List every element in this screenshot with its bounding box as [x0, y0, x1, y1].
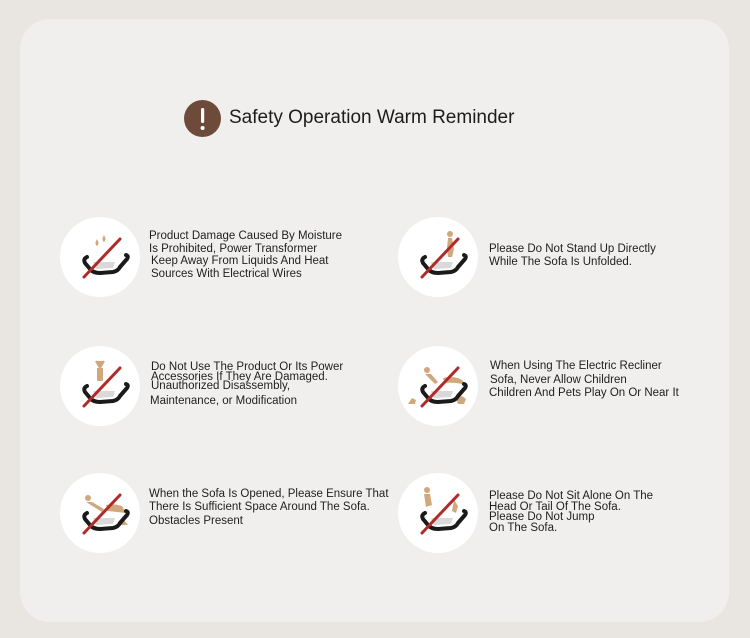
item-text-line: Head Or Tail Of The Sofa. [489, 500, 621, 513]
no-repair-sofa-icon [60, 346, 140, 426]
item-text-line: Do Not Use The Product Or Its Power [151, 361, 344, 373]
item-text-line: While The Sofa Is Unfolded. [489, 255, 632, 268]
item-text-line: Please Do Not Stand Up Directly [489, 243, 656, 255]
item-text-line: Please Do Not Sit Alone On The [489, 490, 654, 502]
item-text-line: On The Sofa. [489, 521, 558, 534]
item-text-line: There Is Sufficient Space Around The Sofa. [149, 500, 370, 513]
item-text-line: Product Damage Caused By Moisture [149, 230, 343, 242]
no-obstacles-sofa-icon [60, 473, 140, 553]
item-text-line: Sources With Electrical Wires [151, 267, 302, 280]
item-text-line: Keep Away From Liquids And Heat [151, 255, 329, 267]
item-text-line: Sofa, Never Allow Children [490, 373, 627, 386]
header [184, 98, 514, 138]
no-children-pets-sofa-icon [398, 346, 478, 426]
item-text-line: Maintenance, or Modification [150, 394, 298, 407]
no-standing-sofa-icon [398, 217, 478, 297]
item-text-line: When the Sofa Is Opened, Please Ensure That [149, 488, 389, 500]
item-text-line: Children And Pets Play On Or Near It [489, 387, 679, 399]
no-jumping-sofa-icon [398, 473, 478, 553]
exclamation-icon [184, 100, 221, 137]
item-text-line: Is Prohibited, Power Transformer [149, 242, 318, 255]
item-text-line: Accessories If They Are Damaged. [151, 370, 328, 383]
item-text-line: When Using The Electric Recliner [490, 360, 662, 372]
item-text-line: Please Do Not Jump [489, 511, 595, 523]
no-liquid-sofa-icon [60, 217, 140, 297]
page-title: Safety Operation Warm Reminder [229, 107, 515, 128]
item-text-line: Unauthorized Disassembly, [151, 380, 291, 392]
item-text-line: Obstacles Present [149, 515, 243, 527]
